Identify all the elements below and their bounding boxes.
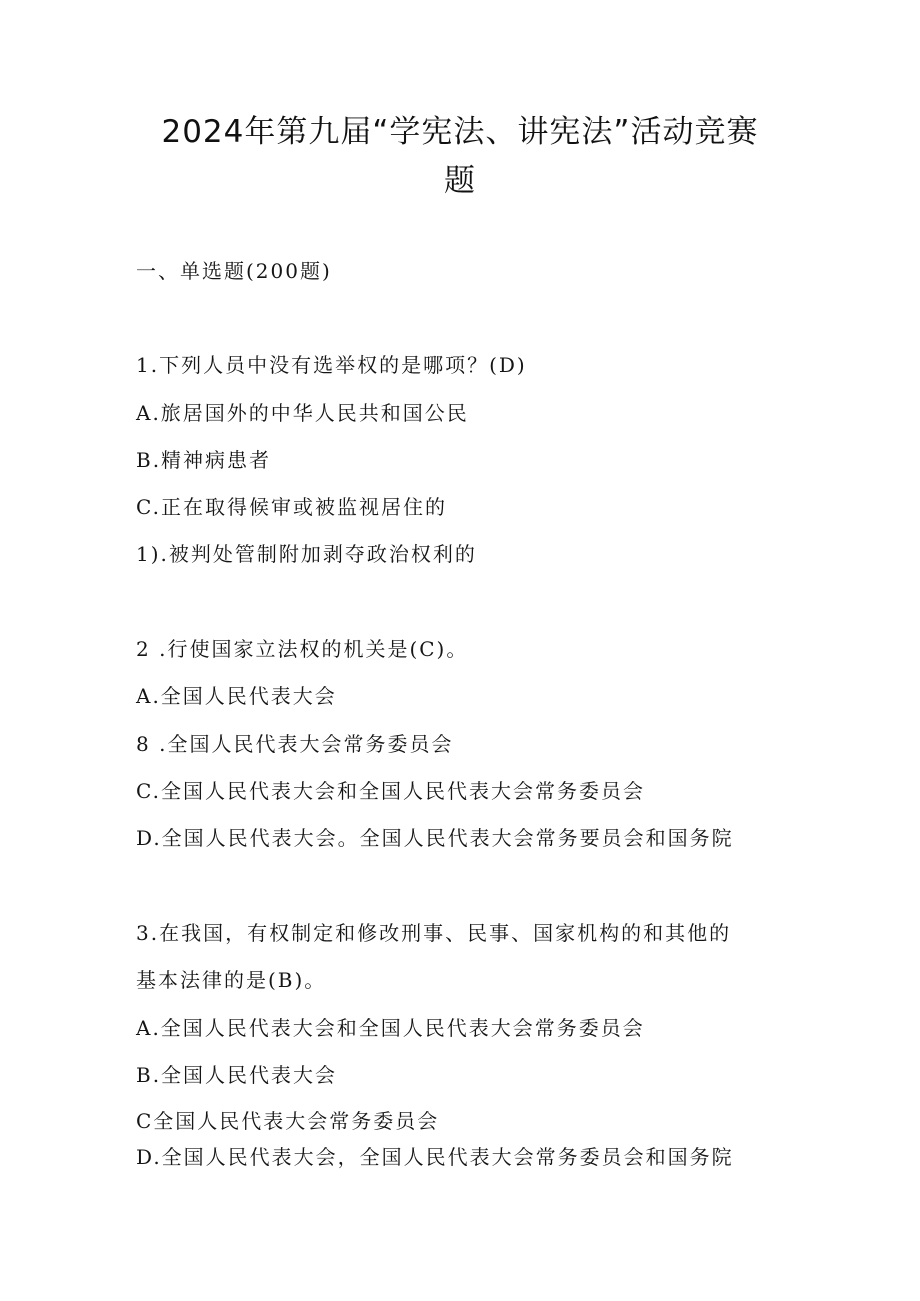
question-3-text-line-1: 3.在我国，有权制定和修改刑事、民事、国家机构的和其他的 — [136, 921, 732, 945]
question-3-option-d: D.全国人民代表大会，全国人民代表大会常务委员会和国务院 — [136, 1145, 734, 1169]
question-3-option-a: A.全国人民代表大会和全国人民代表大会常务委员会 — [136, 1016, 645, 1040]
question-3-text-line-2: 基本法律的是(B)。 — [136, 968, 327, 992]
question-1-option-d: 1).被判处管制附加剥夺政治权利的 — [136, 542, 477, 566]
document-title — [120, 108, 800, 206]
question-2-option-b: 8 .全国人民代表大会常务委员会 — [136, 732, 454, 756]
question-2-option-c: C.全国人民代表大会和全国人民代表大会常务委员会 — [136, 779, 645, 803]
question-3-option-b: B.全国人民代表大会 — [136, 1063, 338, 1087]
question-1-text: 1.下列人员中没有选举权的是哪项？(D) — [136, 353, 527, 377]
title-line-2: 题 — [444, 163, 476, 199]
question-1-option-b: B.精神病患者 — [136, 448, 272, 472]
question-1-option-c: C.正在取得候审或被监视居住的 — [136, 495, 447, 519]
question-2-option-d: D.全国人民代表大会。全国人民代表大会常务要员会和国务院 — [136, 826, 734, 850]
section-heading: 一、单选题(200题) — [136, 259, 332, 283]
question-2-text: 2 .行使国家立法权的机关是(C)。 — [136, 637, 469, 661]
question-1-option-a: A.旅居国外的中华人民共和国公民 — [136, 401, 469, 425]
question-3-option-c: C全国人民代表大会常务委员会 — [136, 1109, 440, 1133]
question-2-option-a: A.全国人民代表大会 — [136, 684, 337, 708]
title-line-1: 2024年第九届“学宪法、讲宪法”活动竞赛 — [161, 114, 759, 150]
